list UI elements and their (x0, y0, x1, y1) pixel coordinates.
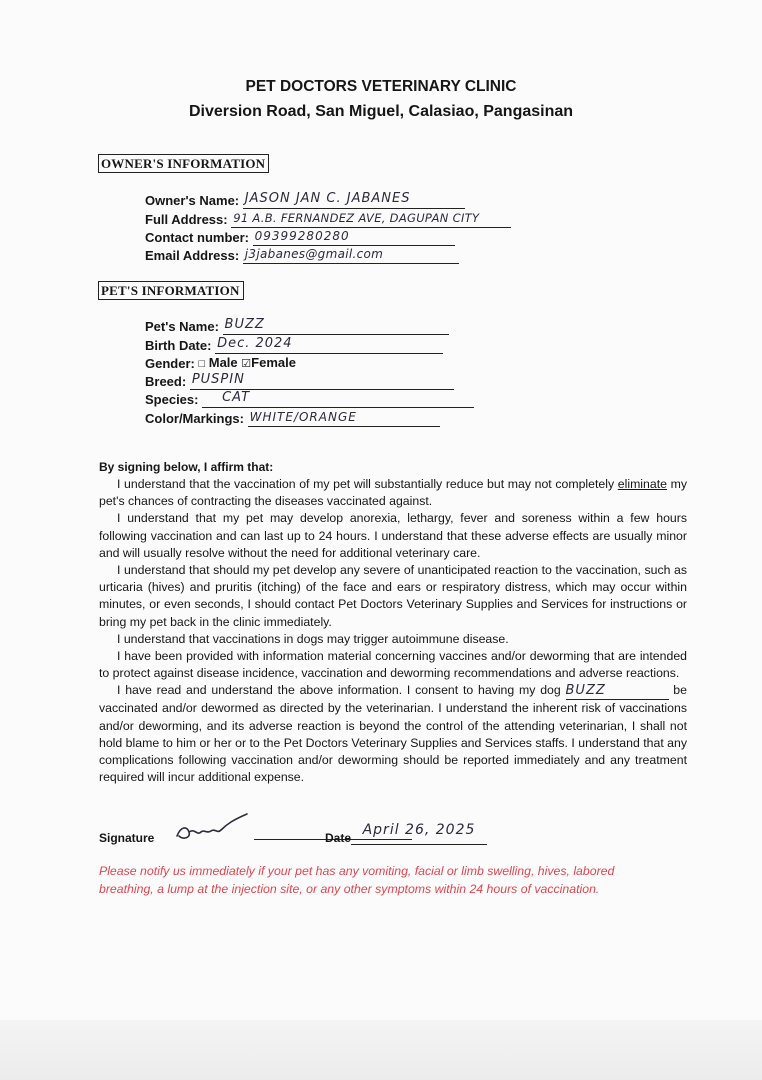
owner-address-label: Full Address: (145, 212, 228, 227)
owner-name-row (145, 192, 465, 209)
pet-section-title: PET'S INFORMATION (98, 281, 244, 300)
owner-contact-row (145, 229, 455, 246)
affirm-paragraph-1 (99, 476, 687, 510)
female-option-label: Female (251, 355, 296, 370)
signature-label: Signature (99, 831, 155, 845)
affirm-paragraph-4: I understand that vaccinations in dogs may trigger autoimmune disease. (117, 631, 509, 646)
affirm-body (99, 476, 687, 786)
breed-row (145, 373, 454, 390)
species-row (145, 391, 474, 408)
consent-text-start: I have read and understand the above information. I consent to having my dog (117, 683, 566, 698)
species-label: Species: (145, 392, 199, 407)
affirm-p1-text-end: my pet's chances of contracting the diseases vaccinated against. (99, 477, 688, 509)
affirm-p1-text: I understand that the vaccination of my pet will substantially reduce but may not completely (117, 477, 618, 491)
owner-name-label: Owner's Name: (145, 193, 240, 208)
color-label: Color/Markings: (145, 411, 244, 426)
date-field[interactable]: April 26, 2025 (351, 818, 487, 845)
birth-date-row (145, 337, 443, 354)
gender-label: Gender: (145, 356, 195, 371)
female-checkbox[interactable]: ☑ (241, 358, 252, 370)
owner-address-row (145, 211, 511, 228)
clinic-address: Diversion Road, San Miguel, Calasiao, Pangasinan (188, 103, 574, 120)
male-checkbox[interactable]: □ (198, 358, 206, 370)
owner-name-field[interactable]: JASON JAN C. JABANES (243, 192, 465, 209)
color-field[interactable]: WHITE/ORANGE (248, 410, 440, 427)
scan-bottom-edge (0, 1020, 762, 1080)
breed-label: Breed: (145, 374, 187, 389)
affirm-paragraph-5: I have been provided with information material concerning vaccines and/or deworming that are intended to protect against disease incidence, vaccination and deworming recommendations and adverse reactions. (99, 649, 687, 681)
gender-row (145, 355, 296, 372)
affirm-paragraph-2: I understand that my pet may develop anorexia, lethargy, fever and soreness within a few hours following vaccination and can last up to 24 hours. I understand that these adverse effects are usually minor and will usually resolve without the need for additional veterinary care. (99, 511, 687, 560)
pet-name-row (145, 318, 449, 335)
handwritten-signature (171, 812, 251, 846)
affirm-title: By signing below, I affirm that: (99, 460, 274, 474)
owner-section-title: OWNER'S INFORMATION (98, 154, 269, 173)
affirm-paragraph-6 (99, 682, 687, 786)
owner-email-field[interactable]: j3jabanes@gmail.com (243, 247, 459, 264)
owner-contact-label: Contact number: (145, 230, 249, 245)
breed-field[interactable]: PUSPIN (190, 373, 454, 390)
owner-email-row (145, 247, 459, 264)
color-row (145, 410, 440, 427)
date-label: Date (325, 831, 352, 845)
affirm-p1-underlined: eliminate (617, 477, 667, 491)
pet-name-field[interactable]: BUZZ (223, 318, 449, 335)
owner-email-label: Email Address: (145, 248, 240, 263)
birth-date-field[interactable]: Dec. 2024 (215, 337, 443, 354)
male-option-label: Male (208, 355, 238, 370)
consent-pet-name-field[interactable]: BUZZ (566, 685, 669, 700)
species-field[interactable]: CAT (202, 391, 474, 408)
owner-address-field[interactable]: 91 A.B. FERNANDEZ AVE, DAGUPAN CITY (231, 211, 511, 228)
affirm-paragraph-3: I understand that should my pet develop any severe of unanticipated reaction to the vaccination, such as urticaria (hives) and pruritis (itching) of the face and ears or respiratory distress, which may occur within minutes, or even seconds, I should contact Pet Doctors Veterinary Supplies and Services for instructions or bring my pet back in the clinic immediately. (99, 563, 687, 629)
notice-text: Please notify us immediately if your pet has any vomiting, facial or limb swelling, hives, labored breathing, a lump at the injection site, or any other symptoms within 24 hours of vaccination. (99, 864, 615, 896)
clinic-name: PET DOCTORS VETERINARY CLINIC (245, 78, 517, 95)
consent-text-end: be vaccinated and/or dewormed as directed by the veterinarian. I understand the inherent risk of vaccinations and/or deworming, and its adverse reaction is beyond the control of the attending veterinarian, I shall not hold blame to him or her or to the Pet Doctors Veterinary Supplies and Services staffs. I understand that any complications following vaccination and/or deworming should be reported immediately and any treatment required will incur additional expense. (99, 683, 687, 785)
birth-date-label: Birth Date: (145, 338, 212, 353)
owner-contact-field[interactable]: 09399280280 (253, 229, 455, 246)
pet-name-label: Pet's Name: (145, 319, 219, 334)
